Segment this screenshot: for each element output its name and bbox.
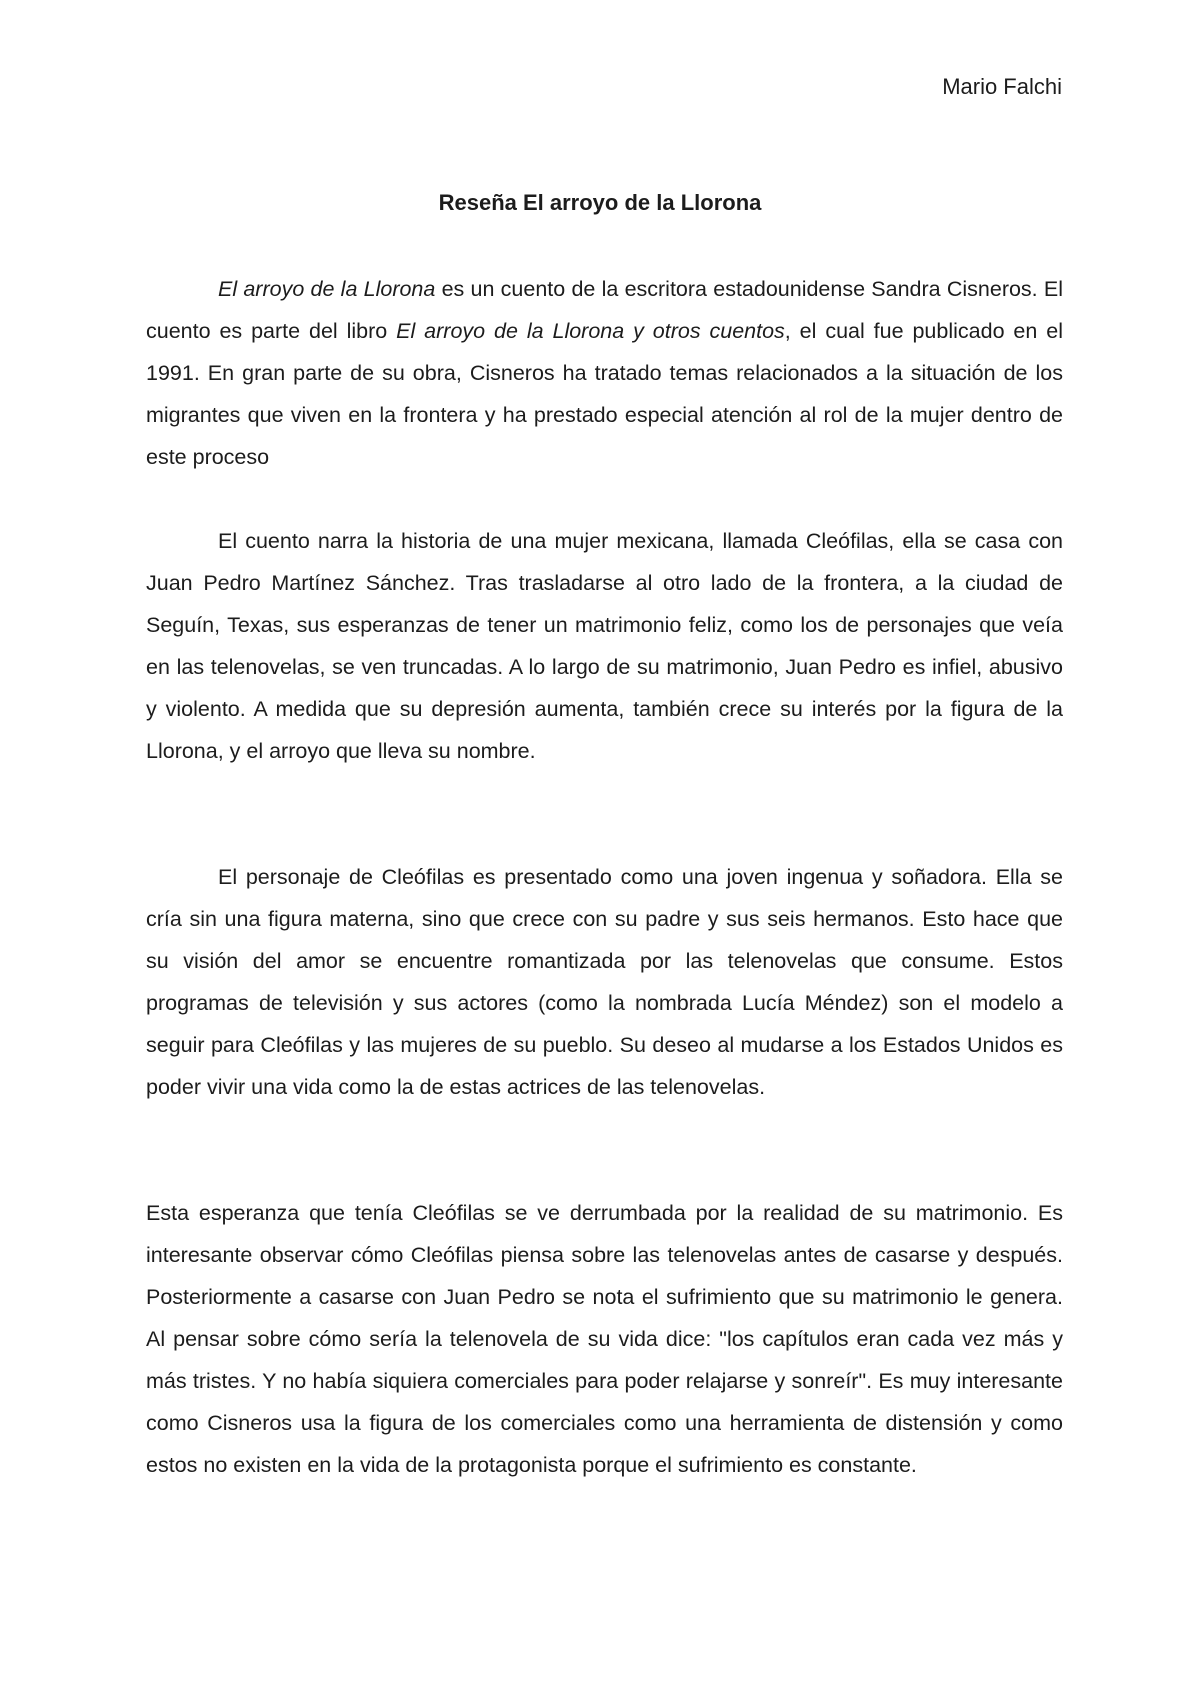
paragraph-1-text-a: es un cuento de la escritora estadounidense Sandra Cisneros. El cuento es parte del libro <box>146 277 1064 343</box>
paragraph-2-text: El cuento narra la historia de una mujer mexicana, llamada Cleófilas, ella se casa con Juan Pedro Martínez Sánchez. Tras trasladarse al otro lado de la frontera, a la ciudad de Seguín, Texas, sus esperanzas de tener un matrimonio feliz, como los de personajes que veía en las telenovelas, se ven truncadas. A lo largo de su matrimonio, Juan Pedro es infiel, abusivo y violento. A medida que su depresión aumenta, también crece su interés por la figura de la Llorona, y el arroyo que lleva su nombre. <box>146 529 1063 763</box>
book-title-italic: El arroyo de la Llorona <box>218 277 436 301</box>
paragraph-3 <box>146 856 1063 1108</box>
paragraph-3-text: El personaje de Cleófilas es presentado como una joven ingenua y soñadora. Ella se cría sin una figura materna, sino que crece con su padre y sus seis hermanos. Esto hace que su visión del amor se encuentre romantizada por las telenovelas que consume. Estos programas de televisión y sus actores (como la nombrada Lucía Méndez) son el modelo a seguir para Cleófilas y las mujeres de su pueblo. Su deseo al mudarse a los Estados Unidos es poder vivir una vida como la de estas actrices de las telenovelas. <box>146 865 1063 1099</box>
document-title: Reseña El arroyo de la Llorona <box>438 190 762 215</box>
paragraph-4-text: Esta esperanza que tenía Cleófilas se ve derrumbada por la realidad de su matrimonio. Es interesante observar cómo Cleófilas piensa sobre las telenovelas antes de casarse y después. Posteriormente a casarse con Juan Pedro se nota el sufrimiento que su matrimonio le genera. Al pensar sobre cómo sería la telenovela de su vida dice: "los capítulos eran cada vez más y más tristes. Y no había siquiera comerciales para poder relajarse y sonreír". Es muy interesante como Cisneros usa la figura de los comerciales como una herramienta de distensión y como estos no existen en la vida de la protagonista porque el sufrimiento es constante. <box>146 1201 1063 1477</box>
paragraph-1 <box>146 268 1063 478</box>
collection-title-italic: El arroyo de la Llorona y otros cuentos <box>396 319 785 343</box>
author-name: Mario Falchi <box>942 74 1062 99</box>
paragraph-1-text-b: , el cual fue publicado en el 1991. En gran parte de su obra, Cisneros ha tratado temas relacionados a la situación de los migrantes que viven en la frontera y ha prestado especial atención al rol de la mujer dentro de este proceso <box>146 319 1063 469</box>
paragraph-2 <box>146 520 1063 772</box>
paragraph-4 <box>146 1192 1063 1486</box>
